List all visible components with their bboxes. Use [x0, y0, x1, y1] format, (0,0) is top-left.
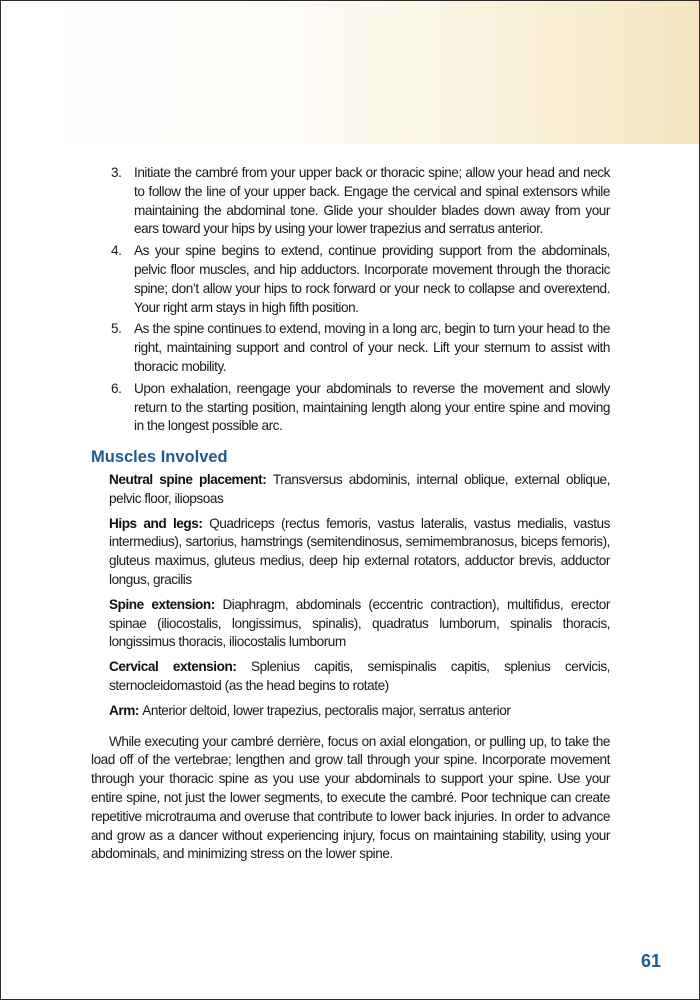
step-number: 3.: [111, 165, 122, 180]
muscle-label: Cervical extension:: [109, 659, 252, 675]
header-band: [1, 1, 699, 144]
page-content: [91, 164, 610, 878]
muscle-entry: [91, 596, 610, 652]
step-text: As your spine begins to extend, continue providing support from the abdominals, pelvic floor muscles, and hip adductors. Incorporate movement through the thoracic spine; don’t allow your hips to rock forward or your neck to collapse and overextend. Your right arm stays in high fifth position.: [134, 243, 610, 315]
step-text: As the spine continues to extend, moving in a long arc, begin to turn your head to the right, maintaining support and control of your neck. Lift your sternum to assist with thoracic mobility.: [134, 321, 610, 374]
muscle-label: Neutral spine placement:: [109, 471, 273, 487]
step-text: Initiate the cambré from your upper back or thoracic spine; allow your head and neck to follow the line of your upper back. Engage the cervical and spinal extensors while maintaining the abdominal tone. Glide your shoulder blades down away from your ears toward your hips by using your lower trapezius and serratus anterior.: [134, 165, 610, 237]
step-item: [91, 164, 610, 239]
page-number: 61: [640, 951, 661, 971]
step-item: [91, 380, 610, 436]
step-list: [91, 164, 610, 436]
body-paragraph: While executing your cambré derrière, focus on axial elongation, or pulling up, to take the load off of the vertebrae; lengthen and grow tall through your spine. Incorporate movement through your thoracic spine as you use your abdominals to support your spine. Use your entire spine, not just the lower segments, to execute the cambré. Poor technique can create repetitive microtrauma and overuse that contribute to lower back injuries. In order to advance and grow as a dancer without experiencing injury, focus on maintaining stability, using your abdominals, and minimizing stress on the lower spine.: [91, 733, 610, 862]
muscle-text: Diaphragm, abdominals (eccentric contraction), multifidus, erector spinae (iliocostalis, longissimus, spinalis), quadratus lumborum, spinalis thoracis, longissimus thoracis, iliocostalis lumborum: [109, 596, 610, 650]
step-number: 5.: [111, 321, 122, 337]
muscles-heading: Muscles Involved: [91, 448, 228, 467]
step-item: [91, 320, 610, 376]
step-number: 4.: [111, 243, 122, 259]
muscle-entry: [91, 702, 610, 721]
step-number: 6.: [111, 380, 122, 396]
step-item: [91, 242, 610, 317]
muscle-entry: [91, 515, 610, 590]
muscle-text: Splenius capitis, semispinalis capitis, splenius cervicis, sternocleidomastoid (as the head begins to rotate): [109, 659, 611, 693]
muscle-label: Spine extension:: [109, 596, 223, 612]
muscle-entry: [91, 658, 610, 696]
muscle-entry: [91, 471, 610, 509]
step-text: Upon exhalation, reengage your abdominals to reverse the movement and slowly return to the starting position, maintaining length along your entire spine and moving in the longest possible arc.: [134, 380, 610, 434]
muscle-text: Anterior deltoid, lower trapezius, pectoralis major, serratus anterior: [142, 702, 511, 718]
muscle-text: Transversus abdominis, internal oblique, external oblique, pelvic floor, iliopsoas: [109, 471, 610, 506]
muscle-label: Hips and legs:: [109, 515, 210, 531]
muscle-text: Quadriceps (rectus femoris, vastus lateralis, vastus medialis, vastus intermedius), sartorius, hamstrings (semitendinosus, semimembranosus, biceps femoris), gluteus maximus, gluteus medius, deep hip external rotators, adductor brevis, adductor longus, gracilis: [109, 515, 610, 587]
muscle-label: Arm:: [109, 702, 143, 718]
